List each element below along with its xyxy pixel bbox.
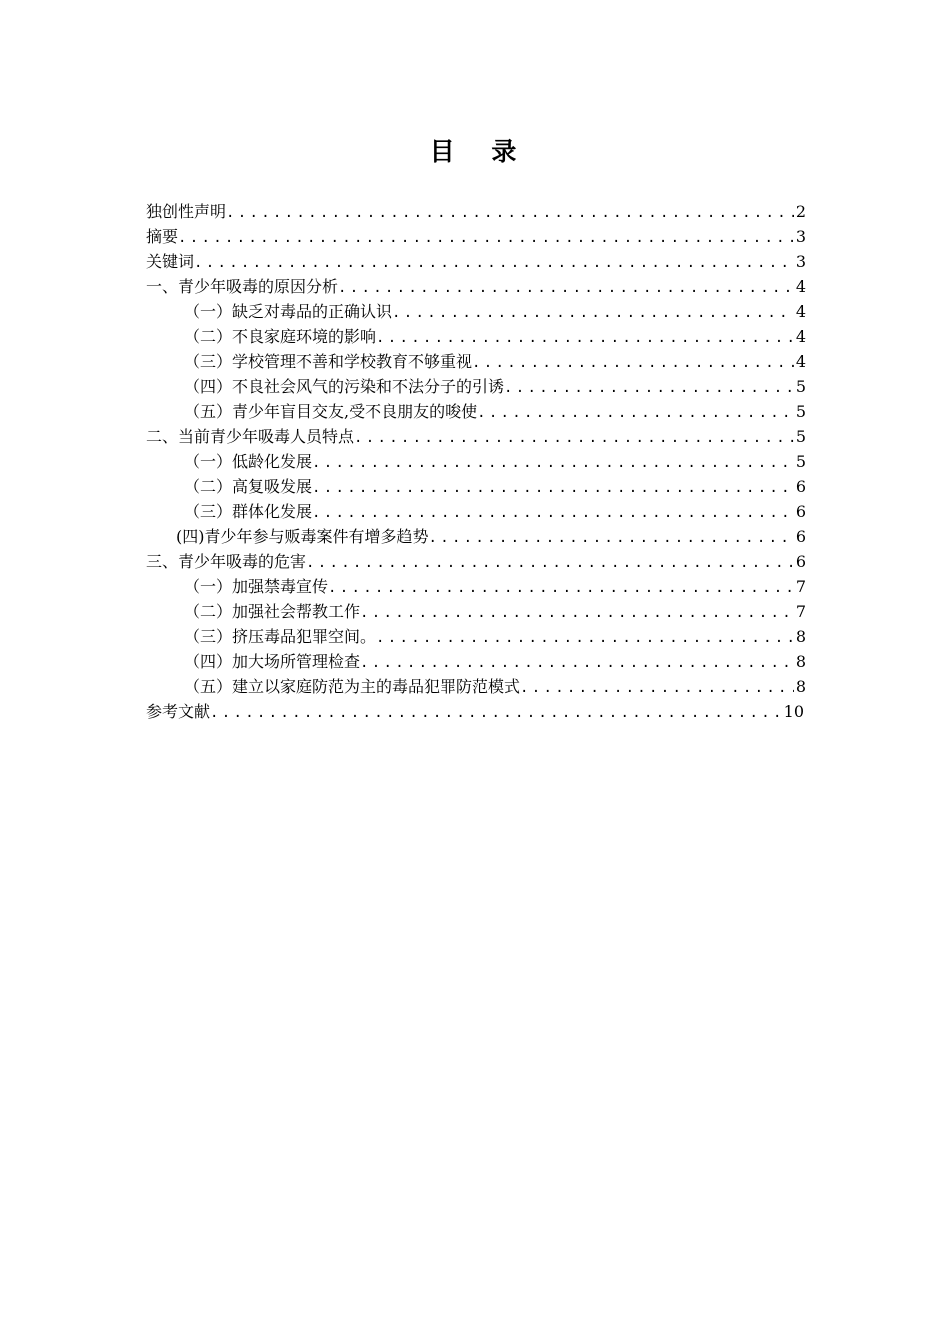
toc-page-number: 4 [795, 352, 806, 371]
toc-leader-dots [226, 205, 794, 221]
toc-entry[interactable] [146, 274, 806, 299]
toc-leader-dots [360, 655, 794, 671]
toc-leader-dots [472, 355, 794, 371]
toc-page-number: 4 [795, 277, 806, 296]
toc-entry-label: 三、青少年吸毒的危害 [146, 552, 307, 571]
toc-subentry[interactable] [146, 399, 806, 424]
toc-subentry[interactable] [146, 624, 806, 649]
toc-entry-label: 关键词 [146, 252, 195, 271]
toc-leader-dots [338, 280, 794, 296]
toc-leader-dots [306, 555, 794, 571]
toc-entry-label: （四）不良社会风气的污染和不法分子的引诱 [184, 377, 505, 396]
toc-entry-label: （二）高复吸发展 [184, 477, 313, 496]
toc-leader-dots [312, 480, 794, 496]
toc-subentry[interactable] [146, 524, 806, 549]
toc-leader-dots [178, 230, 794, 246]
toc-subentry[interactable] [146, 449, 806, 474]
toc-page-number: 5 [795, 402, 806, 421]
toc-page-number: 2 [795, 202, 806, 221]
toc-leader-dots [520, 680, 794, 696]
toc-page-number: 6 [795, 477, 806, 496]
toc-leader-dots [360, 605, 794, 621]
toc-leader-dots [429, 530, 794, 546]
toc-subentry[interactable] [146, 649, 806, 674]
toc-page-number: 5 [795, 427, 806, 446]
toc-page-number: 5 [795, 452, 806, 471]
toc-page-number: 10 [783, 702, 804, 721]
toc-leader-dots [312, 505, 794, 521]
toc-page-number: 4 [795, 302, 806, 321]
toc-subentry[interactable] [146, 374, 806, 399]
toc-leader-dots [376, 630, 794, 646]
toc-leader-dots [194, 255, 794, 271]
toc-leader-dots [354, 430, 794, 446]
toc-entry-label: 参考文献 [146, 702, 211, 721]
toc-entry-label: （五）青少年盲目交友,受不良朋友的唆使 [184, 402, 478, 421]
toc-page-number: 6 [795, 552, 806, 571]
table-of-contents [146, 199, 806, 724]
toc-subentry[interactable] [146, 574, 806, 599]
toc-page-number: 4 [795, 327, 806, 346]
toc-entry-label: （三）挤压毒品犯罪空间。 [184, 627, 377, 646]
toc-subentry[interactable] [146, 674, 806, 699]
toc-entry-label: 一、青少年吸毒的原因分析 [146, 277, 339, 296]
toc-entry-label: （五）建立以家庭防范为主的毒品犯罪防范模式 [184, 677, 521, 696]
toc-entry[interactable] [146, 424, 806, 449]
toc-subentry[interactable] [146, 599, 806, 624]
toc-entry[interactable] [146, 224, 806, 249]
toc-leader-dots [477, 405, 794, 421]
toc-entry-label: （三）学校管理不善和学校教育不够重视 [184, 352, 473, 371]
toc-page-number: 5 [795, 377, 806, 396]
toc-leader-dots [328, 580, 794, 596]
toc-entry-label: （四）加大场所管理检查 [184, 652, 361, 671]
toc-entry[interactable] [146, 199, 806, 224]
toc-page-number: 6 [795, 502, 806, 521]
toc-entry-label: （二）不良家庭环境的影响 [184, 327, 377, 346]
toc-entry[interactable] [146, 549, 806, 574]
toc-entry-label: 二、当前青少年吸毒人员特点 [146, 427, 355, 446]
toc-leader-dots [504, 380, 794, 396]
toc-entry-label: （三）群体化发展 [184, 502, 313, 521]
toc-page-number: 8 [795, 627, 806, 646]
toc-page-number: 7 [795, 602, 806, 621]
toc-leader-dots [312, 455, 794, 471]
toc-leader-dots [210, 705, 782, 721]
toc-entry[interactable] [146, 699, 804, 724]
toc-page-number: 8 [795, 677, 806, 696]
toc-subentry[interactable] [146, 474, 806, 499]
toc-entry-label: （一）加强禁毒宣传 [184, 577, 329, 596]
toc-page-number: 3 [795, 227, 806, 246]
toc-subentry[interactable] [146, 299, 806, 324]
toc-entry-label: （二）加强社会帮教工作 [184, 602, 361, 621]
toc-page-number: 3 [795, 252, 806, 271]
toc-entry-label: 摘要 [146, 227, 179, 246]
toc-page-number: 6 [795, 527, 806, 546]
toc-page-number: 7 [795, 577, 806, 596]
toc-subentry[interactable] [146, 349, 806, 374]
toc-page-number: 8 [795, 652, 806, 671]
toc-subentry[interactable] [146, 324, 806, 349]
page-title: 目 录 [429, 137, 531, 166]
toc-entry[interactable] [146, 249, 806, 274]
toc-entry-label: （一）缺乏对毒品的正确认识 [184, 302, 393, 321]
toc-entry-label: （一）低龄化发展 [184, 452, 313, 471]
toc-entry-label: 独创性声明 [146, 202, 227, 221]
toc-leader-dots [392, 305, 794, 321]
toc-entry-label: (四)青少年参与贩毒案件有增多趋势 [176, 527, 429, 546]
toc-subentry[interactable] [146, 499, 806, 524]
toc-leader-dots [376, 330, 794, 346]
